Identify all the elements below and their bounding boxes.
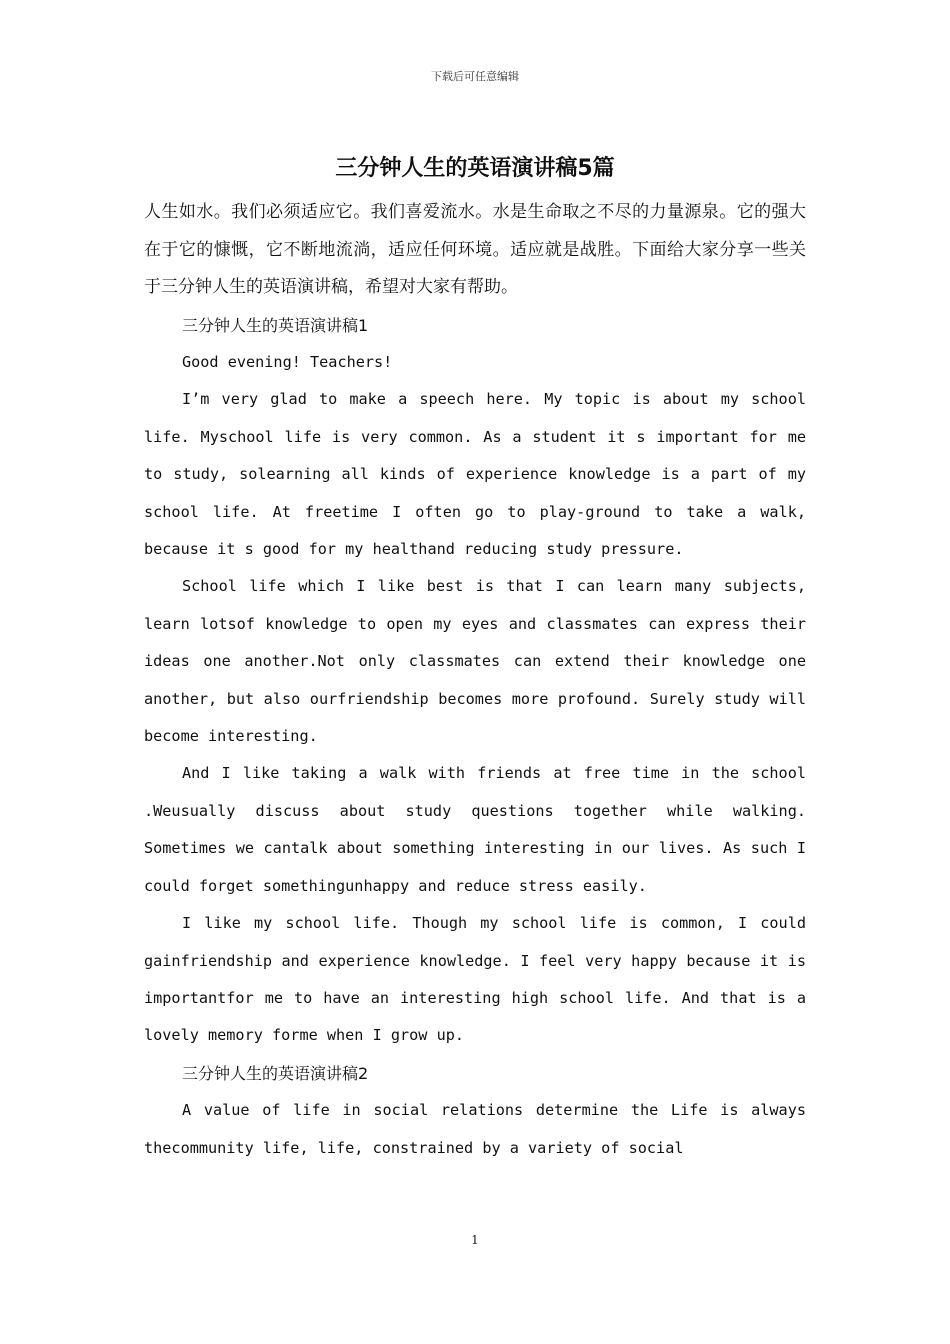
body-paragraph: School life which I like best is that I can learn many subjects, learn lotsof knowledge to open my eyes and classmates can express their ideas one another.Not only classmates can extend their knowledge one another, but also ourfriendship becomes more profound. Surely study will become interesting. (144, 577, 806, 746)
document-title: 三分钟人生的英语演讲稿5篇 (335, 156, 615, 181)
body-paragraph: A value of life in social relations determine the Life is always thecommunity life, life, constrained by a variety of social (144, 1101, 806, 1157)
document-body (144, 194, 806, 1167)
body-paragraph: I like my school life. Though my school life is common, I could gainfriendship and experience knowledge. I feel very happy because it is importantfor me to have an interesting high school life. And that is a lovely memory forme when I grow up. (144, 914, 806, 1045)
greeting-paragraph: Good evening! Teachers! (182, 353, 393, 371)
page-header: 下载后可任意编辑 (431, 70, 519, 83)
body-paragraph: I’m very glad to make a speech here. My topic is about my school life. Myschool life is very common. As a student it s important for me to study, solearning all kinds of experience knowledge is a part of my school life. At freetime I often go to play-ground to take a walk, because it s good for my healthand reducing study pressure. (144, 390, 806, 559)
page-number: 1 (471, 1233, 479, 1247)
section-heading-1: 三分钟人生的英语演讲稿1 (182, 315, 369, 335)
section-heading-2: 三分钟人生的英语演讲稿2 (182, 1063, 369, 1083)
intro-paragraph: 人生如水。我们必须适应它。我们喜爱流水。水是生命取之不尽的力量源泉。它的强大在于它的慷慨，它不断地流淌，适应任何环境。适应就是战胜。下面给大家分享一些关于三分钟人生的英语演讲稿，希望对大家有帮助。 (144, 202, 806, 297)
body-paragraph: And I like taking a walk with friends at free time in the school .Weusually discuss about study questions together while walking. Sometimes we cantalk about something interesting in our lives. As such I could forget somethingunhappy and reduce stress easily. (144, 764, 806, 895)
